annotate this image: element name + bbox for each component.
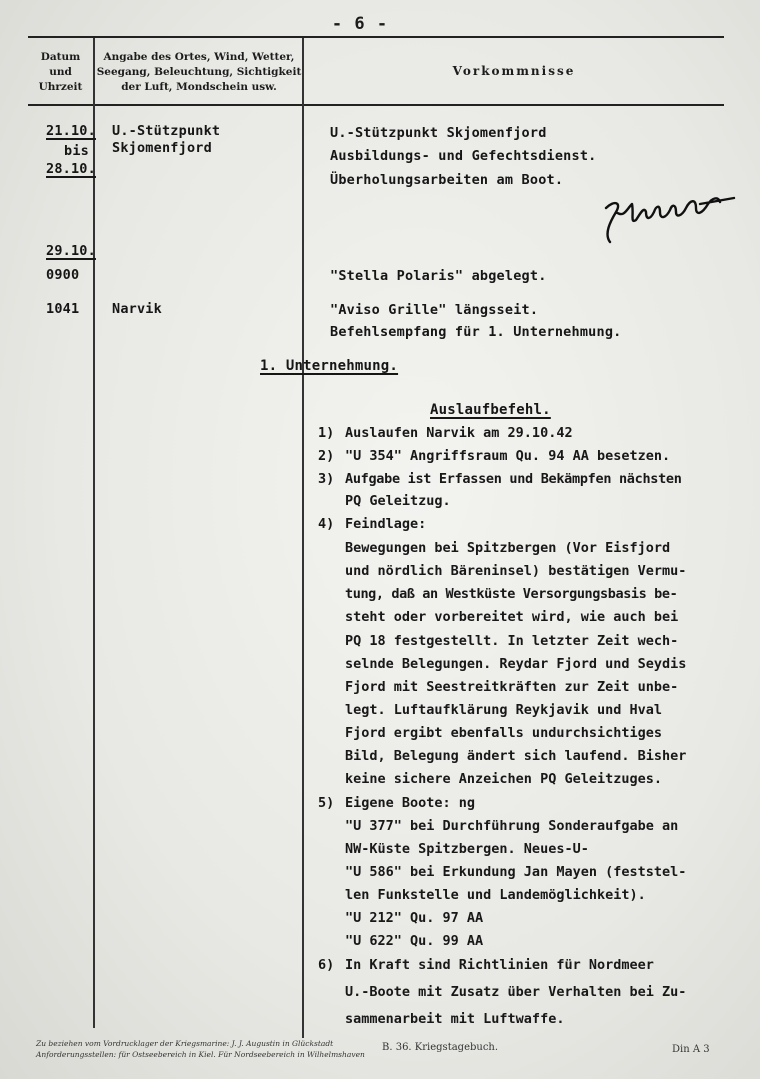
order-line: In Kraft sind Richtlinien für Nordmeer (345, 957, 654, 973)
event-line-3: Überholungsarbeiten am Boot. (330, 172, 564, 188)
order-line: keine sichere Anzeichen PQ Geleitzuges. (345, 771, 662, 787)
order-line: Bild, Belegung ändert sich laufend. Bisher (345, 748, 687, 764)
order-line: Feindlage: (345, 516, 427, 532)
date-from: 21.10. (46, 123, 96, 139)
order-line: "U 377" bei Durchführung Sonderaufgabe an (345, 818, 679, 834)
order-line: steht oder vorbereitet wird, wie auch bei (345, 609, 679, 625)
event-grille-1: "Aviso Grille" längsseit. (330, 302, 539, 318)
place-narvik: Narvik (112, 301, 162, 317)
order-line: "U 212" Qu. 97 AA (345, 910, 484, 926)
order-line: PQ Geleitzug. (345, 493, 451, 509)
section-title: 1. Unternehmung. (260, 358, 399, 374)
order-line: PQ 18 festgestellt. In letzter Zeit wech- (345, 633, 679, 649)
order-line: "U 354" Angriffsraum Qu. 94 AA besetzen. (345, 448, 671, 464)
order-line: len Funkstelle und Landemöglichkeit). (345, 887, 646, 903)
order-line: U.-Boote mit Zusatz über Verhalten bei Zu- (345, 984, 687, 1000)
order-number: 4) (318, 516, 335, 532)
header-events: Vorkommnisse (452, 64, 576, 78)
order-line: legt. Luftaufklärung Reykjavik und Hval (345, 702, 662, 718)
order-line: Auslaufen Narvik am 29.10.42 (345, 425, 573, 441)
footer-paper-size: Din A 3 (672, 1044, 710, 1055)
date-bis: bis (64, 143, 89, 159)
event-line-1: U.-Stützpunkt Skjomenfjord (330, 125, 547, 141)
column-divider-1 (93, 38, 95, 1028)
event-stella: "Stella Polaris" abgelegt. (330, 268, 547, 284)
place-line-1: U.-Stützpunkt (112, 123, 221, 139)
order-line: Fjord mit Seestreitkräften zur Zeit unbe- (345, 679, 679, 695)
page-number: - 6 - (331, 14, 389, 34)
order-line: Bewegungen bei Spitzbergen (Vor Eisfjord (345, 540, 671, 556)
order-line: "U 586" bei Erkundung Jan Mayen (feststel- (345, 864, 687, 880)
order-line: Fjord ergibt ebenfalls undurchsichtiges (345, 725, 662, 741)
order-number: 3) (318, 471, 335, 487)
header-top-rule (28, 36, 724, 38)
order-line: sammenarbeit mit Luftwaffe. (345, 1011, 565, 1027)
column-divider-2 (302, 38, 304, 1038)
order-line: Aufgabe ist Erfassen und Bekämpfen nächsten (345, 471, 682, 487)
order-line: Eigene Boote: ng (345, 795, 476, 811)
order-line: "U 622" Qu. 99 AA (345, 933, 484, 949)
time-1041: 1041 (46, 301, 80, 317)
order-number: 2) (318, 448, 335, 464)
event-grille-2: Befehlsempfang für 1. Unternehmung. (330, 324, 622, 340)
footer-supply-note: Zu beziehen vom Vordrucklager der Kriegsmarine: J. J. Augustin in Glückstadt Anforderungsstellen: für Ostseebereich in Kiel. Für Nordseebereich in Wilhelmshaven (36, 1039, 365, 1059)
order-line: tung, daß an Westküste Versorgungsbasis be- (345, 586, 678, 602)
signature (600, 190, 740, 250)
order-number: 6) (318, 957, 335, 973)
date-second: 29.10. (46, 243, 96, 259)
header-location-weather: Angabe des Ortes, Wind, Wetter, Seegang, Beleuchtung, Sichtigkeit der Luft, Mondschein usw. (96, 51, 302, 93)
place-line-2: Skjomenfjord (112, 140, 212, 156)
time-0900: 0900 (46, 267, 80, 283)
order-line: NW-Küste Spitzbergen. Neues-U- (345, 841, 589, 857)
header-date-time: Datum und Uhrzeit (38, 51, 83, 93)
order-number: 1) (318, 425, 335, 441)
order-number: 5) (318, 795, 335, 811)
footer-form-code: B. 36. Kriegstagebuch. (382, 1042, 499, 1053)
order-line: selnde Belegungen. Reydar Fjord und Seydis (345, 656, 687, 672)
header-bottom-rule (28, 104, 724, 106)
order-title: Auslaufbefehl. (430, 402, 551, 418)
order-line: und nördlich Bäreninsel) bestätigen Vermu- (345, 563, 687, 579)
date-to: 28.10. (46, 161, 96, 177)
event-line-2: Ausbildungs- und Gefechtsdienst. (330, 148, 597, 164)
